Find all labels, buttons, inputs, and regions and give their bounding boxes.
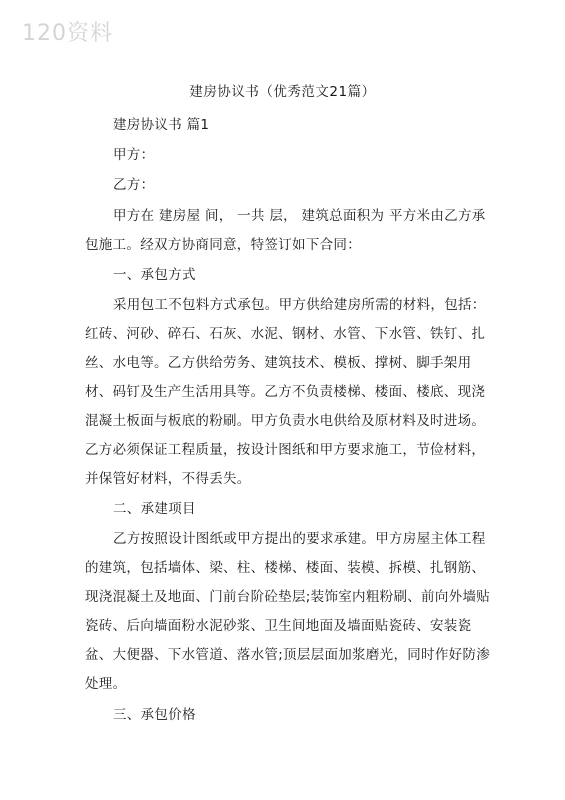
paragraph-line: 现浇混凝土及地面、门前台阶砼垫层;装饰室内粗粉刷、前向外墙贴 (85, 589, 491, 605)
paragraph-line: 并保管好材料，不得丢失。 (85, 471, 251, 487)
clause-heading: 二、承建项目 (113, 501, 196, 517)
section-heading: 建房协议书 篇1 (113, 117, 210, 133)
paragraph-line: 乙方按照设计图纸或甲方提出的要求承建。甲方房屋主体工程 (113, 531, 486, 547)
clause-heading: 三、承包价格 (113, 707, 196, 723)
paragraph-line: 的建筑，包括墙体、梁、柱、楼梯、楼面、装模、拆模、扎钢筋、 (85, 560, 486, 576)
paragraph-line: 采用包工不包料方式承包。甲方供给建房所需的材料，包括： (113, 297, 486, 313)
document-title: 建房协议书（优秀范文21篇） (189, 84, 376, 100)
paragraph-line: 材、码钉及生产生活用具等。乙方不负责楼梯、楼面、楼底、现浇 (85, 384, 486, 400)
party-b-line: 乙方： (113, 177, 155, 193)
paragraph-line: 处理。 (85, 676, 127, 692)
party-a-line: 甲方： (113, 147, 155, 163)
paragraph-line: 包施工。经双方协商同意，特签订如下合同： (85, 237, 361, 253)
paragraph-line: 甲方在 建房屋 间， 一共 层， 建筑总面积为 平方米由乙方承 (113, 208, 486, 224)
clause-heading: 一、承包方式 (113, 267, 196, 283)
paragraph-line: 丝、水电等。乙方供给劳务、建筑技术、模板、撑树、脚手架用 (85, 355, 472, 371)
paragraph-line: 乙方必须保证工程质量，按设计图纸和甲方要求施工，节俭材料， (85, 442, 486, 458)
paragraph-line: 混凝土板面与板底的粉刷。甲方负责水电供给及原材料及时进场。 (85, 413, 486, 429)
paragraph-line: 瓷砖、后向墙面粉水泥砂浆、卫生间地面及墙面贴瓷砖、安装瓷 (85, 618, 472, 634)
paragraph-line: 盆、大便器、下水管道、落水管;顶层层面加浆磨光，同时作好防渗 (85, 647, 491, 663)
watermark-logo: 120资料 (22, 21, 113, 46)
paragraph-line: 红砖、河砂、碎石、石灰、水泥、钢材、水管、下水管、铁钉、扎 (85, 326, 486, 342)
